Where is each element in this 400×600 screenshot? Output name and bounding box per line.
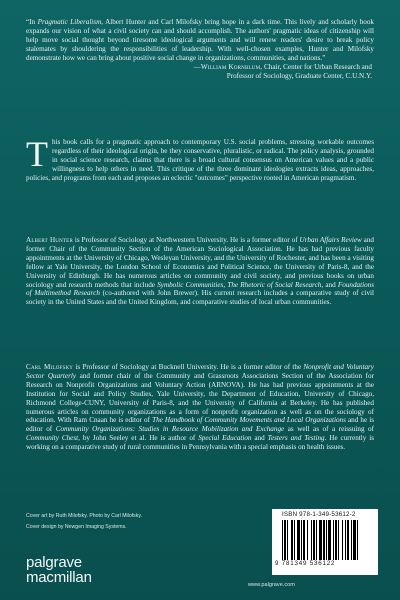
bio-text: and he is editor of	[26, 416, 375, 434]
book-title: Community Chest,	[26, 434, 80, 443]
book-title: The Handbook of Community Movements and Local Organizations	[152, 416, 346, 425]
barcode-stripe	[294, 520, 295, 560]
publisher-logo	[26, 555, 92, 585]
bio-text: and former Chair of the Community Section of the American Sociological Association. He has had previous faculty appointments at the University of Chicago, Wesleyan University, and the University of Rochester, and has been a visiting fellow at Yale University, the London School of Economics and Political Science, the University of Paris-8, and the University of Edinburgh. He has numerous articles on community and civil society, and previous books on urban sociology and research methods that include	[26, 236, 374, 289]
journal-title: Urban Affairs Review	[299, 236, 362, 244]
bio-text: is Professor of Sociology at Bucknell University. He is a former editor of the	[73, 363, 304, 371]
barcode-stripe	[335, 520, 337, 560]
cover-design-credit: Cover design by Newgen Imaging Systems.	[26, 524, 127, 530]
barcode-bars	[282, 520, 368, 560]
book-description	[26, 134, 374, 183]
book-title: Testers and Testing.	[267, 434, 327, 443]
barcode-stripe	[301, 520, 302, 560]
publisher-logo-line-2: macmillan	[26, 569, 92, 586]
book-title: Symbolic Communities	[157, 280, 224, 289]
drop-cap: T	[26, 134, 48, 174]
barcode-stripe	[319, 520, 322, 560]
publisher-logo-line-1: palgrave	[26, 554, 82, 571]
barcode-stripe	[287, 520, 288, 560]
isbn-barcode	[272, 509, 378, 575]
quote-attribution	[26, 63, 374, 81]
barcode-stripe	[345, 520, 346, 560]
quoted-book-title: Pragmatic Liberalism,	[37, 18, 104, 26]
bio-text: is Professor of Sociology at Northwestern University. He is a former editor of	[72, 236, 300, 244]
cover-credits	[26, 511, 142, 533]
barcode-stripe	[303, 520, 305, 560]
bio-text: and	[251, 434, 268, 443]
bio-text: as well as of a reissuing of	[284, 425, 374, 434]
barcode-stripe	[311, 520, 312, 560]
attribution-line-1: Chair, Center for Urban Research and	[262, 63, 372, 71]
bio-text: and former chair of the Community and Grassroots Associations Section of the Association for Research on Nonprofit Organizations and Voluntary Action (ARNOVA). He has had previous appointments at the Institution for Social and Policy Studies, Yale University, the Department of Education, University of Chicago, Richmond College-CUNY, University of Paris-8, and the University of California at Berkeley. He has published numerous articles on community organizations as a form of nonprofit organization as well as on the sociology of education. With Ram Cnaan he is editor of	[26, 371, 374, 425]
barcode-stripe	[347, 520, 349, 560]
bio-text: He currently is working on a comparative study of rural communities in Pennsylvania with a special emphasis on health issues.	[26, 434, 375, 452]
barcode-stripe	[338, 520, 339, 560]
attribution-line-2: Professor of Sociology, Graduate Center, C.U.N.Y.	[226, 72, 372, 80]
bio-text: ,	[223, 280, 228, 289]
barcode-stripe	[333, 520, 334, 560]
barcode-stripe	[342, 520, 343, 560]
barcode-stripe	[297, 520, 300, 560]
journal-title: Nonprofit and Voluntary Sector Quarterly	[26, 363, 374, 380]
book-title: The Rhetoric of Social Research	[227, 280, 322, 289]
author-name-milofsky: Carl Milofsky	[26, 363, 74, 371]
barcode-stripe	[328, 520, 331, 560]
bio-text: , and	[321, 280, 338, 289]
barcode-stripe	[357, 520, 358, 560]
barcode-stripe	[326, 520, 327, 560]
cover-art-credit: Cover art by Ruth Milofsky. Photo by Carl Milofsky.	[26, 513, 142, 519]
author-name-hunter: Albert Hunter	[26, 236, 73, 244]
isbn-digits: 9 781349 536122	[275, 560, 336, 567]
barcode-stripe	[291, 520, 293, 560]
barcode-stripe	[316, 520, 317, 560]
barcode-stripe	[307, 520, 308, 560]
quote-open: “In	[26, 18, 38, 26]
book-title: Community Organizations: Studies in Resource Mobilization and Exchange	[55, 425, 285, 434]
attribution-name: —William Kornblum,	[193, 63, 263, 71]
publisher-url: www.palgrave.com	[248, 582, 295, 588]
quote-body: Albert Hunter and Carl Milofsky bring hope in a dark time. This lively and scholarly book expands our vision of what a civil society can and should accomplish. The authors' pragmatic ideas of citizenship will help move social thought beyond tiresome ideological arguments and will renew readers' desire to break policy stalemates by shouldering the responsibilities of leadership. With well-chosen examples, Hunter and Milofsky demonstrate how we can bring about positive social change in organizations, communities, and nations.”	[26, 18, 374, 62]
endorsement-quote	[26, 18, 374, 81]
barcode-stripe	[284, 520, 286, 560]
barcode-stripe	[282, 520, 283, 560]
author-bio-hunter	[26, 236, 374, 307]
barcode-stripe	[351, 520, 352, 560]
description-text: his book calls for a pragmatic approach to contemporary U.S. social problems, stressing workable outcomes regardless of their ideological origin, be they conservative, pluralistic, or radical. The policy analysis, grounded in social science research, claims that there is a broad cultural consensus on American values and a public willingness to help others in need. This critique of the three dominant ideologies extracts ideas, approaches, policies, and programs from each and proposes an eclectic "outcomes" perspective rooted in American pragmatism.	[26, 138, 374, 182]
bio-text: (co-authored with John Brewer). His current research includes a comparative study of civil society in the United States and the United Kingdom, and comparative studies of local urban communities.	[26, 289, 374, 307]
book-title: Special Education	[198, 434, 252, 443]
bio-text: by John Seeley et al. He is author of	[79, 434, 199, 443]
book-title: Foundations of Multimethod Research	[26, 280, 374, 298]
barcode-stripe	[353, 520, 356, 560]
author-bio-milofsky	[26, 363, 374, 452]
barcode-stripe	[313, 520, 315, 560]
barcode-stripe	[323, 520, 325, 560]
isbn-label: ISBN 978-1-349-53612-2	[282, 511, 356, 518]
